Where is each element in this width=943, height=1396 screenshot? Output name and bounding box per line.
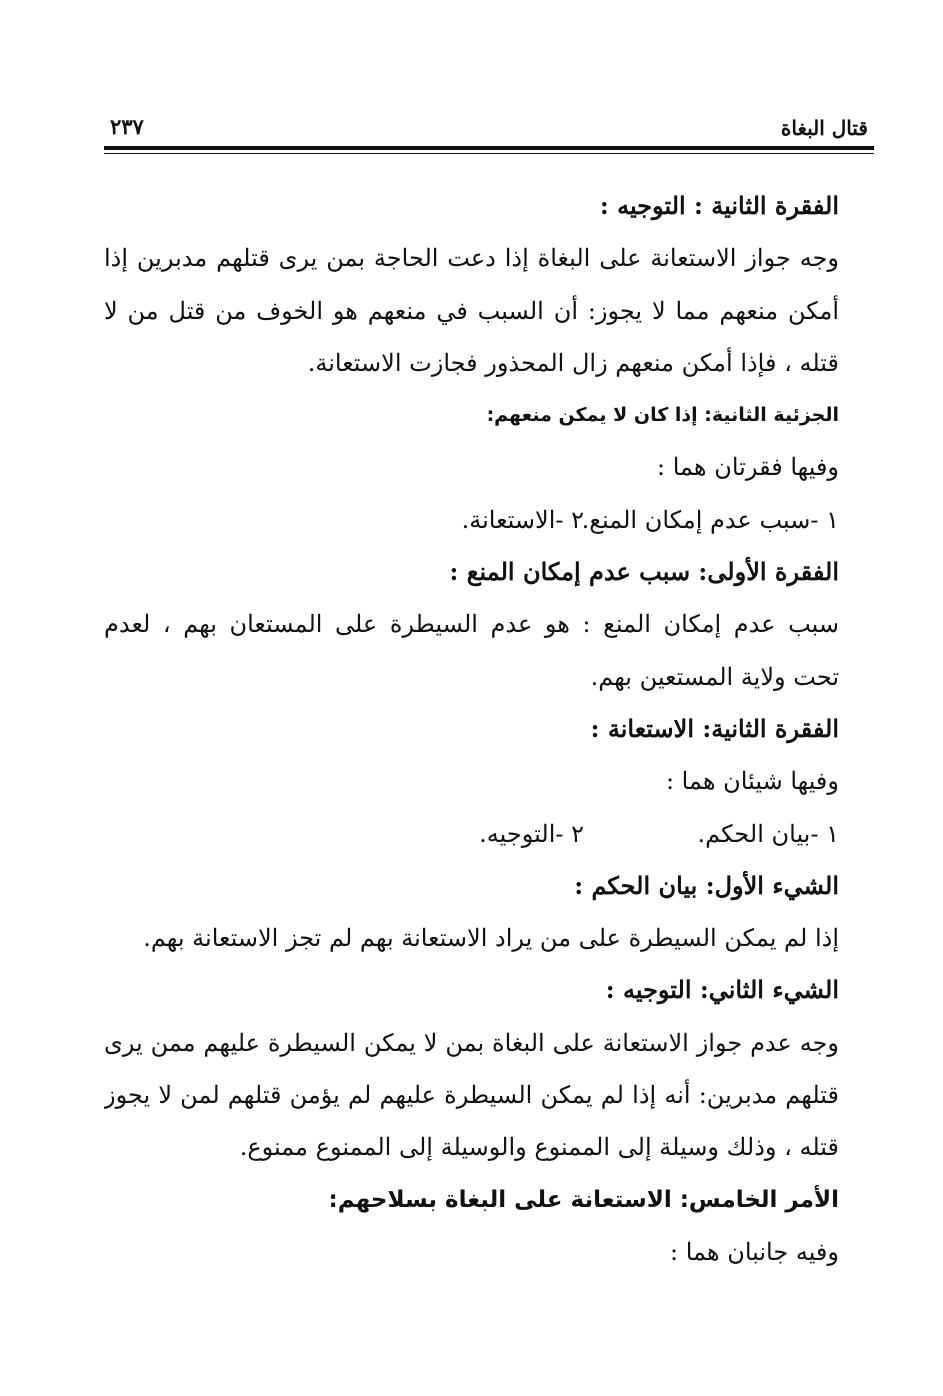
header-rule-thick — [104, 146, 874, 150]
heading-paragraph-2: الفقرة الثانية: الاستعانة : — [590, 713, 839, 743]
heading-paragraph-1: الفقرة الأولى: سبب عدم إمكان المنع : — [449, 557, 839, 587]
list-item: ١ -سبب عدم إمكان المنع. — [581, 505, 839, 534]
body-line: وفيها فقرتان هما : — [657, 453, 839, 482]
body-line: قتله ، فإذا أمكن منعهم زال المحذور فجازت الاستعانة. — [307, 348, 839, 377]
header-rule-thin — [104, 153, 874, 154]
list-item: ٢ -التوجيه. — [479, 819, 584, 848]
body-line: قتلهم مدبرين: أنه إذا لم يمكن السيطرة عليهم لم يؤمن قتلهم لمن لا يجوز — [104, 1081, 839, 1110]
list-item: ١ -بيان الحكم. — [697, 819, 839, 848]
body-line: قتله ، وذلك وسيلة إلى الممنوع والوسيلة إلى الممنوع ممنوع. — [239, 1133, 839, 1162]
body-line: تحت ولاية المستعين بهم. — [590, 662, 839, 691]
list-item: ٢ -الاستعانة. — [461, 505, 584, 534]
numbered-list-1 — [104, 494, 839, 546]
body-line: سبب عدم إمكان المنع : هو عدم السيطرة على المستعان بهم ، لعدم — [104, 610, 839, 639]
body-line: وجه عدم جواز الاستعانة على البغاة بمن لا يمكن السيطرة عليهم ممن يرى — [104, 1028, 839, 1057]
body-line: إذا لم يمكن السيطرة على من يراد الاستعانة بهم لم تجز الاستعانة بهم. — [143, 924, 839, 953]
body-line: وجه جواز الاستعانة على البغاة إذا دعت الحاجة بمن يرى قتلهم مدبرين إذا — [104, 244, 839, 273]
numbered-list-2 — [104, 808, 839, 860]
heading-second-thing: الشيء الثاني: التوجيه : — [605, 975, 839, 1005]
heading-fifth-matter: الأمر الخامس: الاستعانة على البغاة بسلاحهم: — [328, 1186, 839, 1213]
heading-paragraph-2-guidance: الفقرة الثانية : التوجيه : — [599, 191, 839, 220]
body-line: وفيه جانبان هما : — [670, 1237, 839, 1266]
page-body — [104, 180, 839, 1278]
page-header — [104, 112, 874, 146]
heading-second-part: الجزئية الثانية: إذا كان لا يمكن منعهم: — [486, 404, 839, 427]
body-line: وفيها شيئان هما : — [665, 767, 839, 796]
heading-first-thing: الشيء الأول: بيان الحكم : — [574, 870, 839, 900]
page-number: ٢٣٧ — [110, 114, 144, 139]
body-line: أمكن منعهم مما لا يجوز: أن السبب في منعهم هو الخوف من قتل من لا — [104, 296, 839, 325]
running-title: قتال البغاة — [780, 116, 868, 140]
